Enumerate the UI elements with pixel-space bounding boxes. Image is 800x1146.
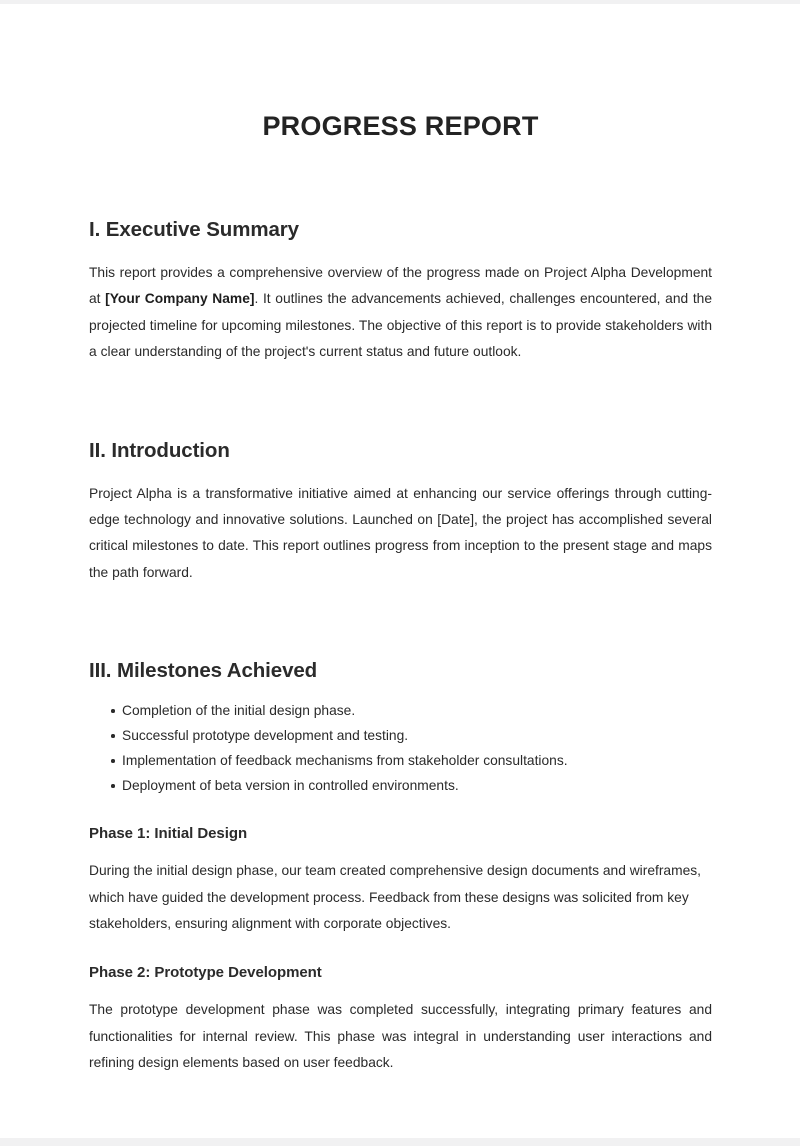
page-title: PROGRESS REPORT — [262, 111, 539, 141]
section-heading-milestones-achieved: III. Milestones Achieved — [89, 659, 318, 683]
executive-summary-text-part-1: This report provides a comprehensive overview of the progress made on Project Alpha Development at — [89, 265, 712, 307]
phase-heading-prototype-development: Phase 2: Prototype Development — [89, 964, 322, 982]
document-page — [0, 4, 800, 1138]
company-name-placeholder: [Your Company Name] — [105, 291, 255, 307]
list-item: Completion of the initial design phase. — [111, 698, 712, 723]
section-heading-executive-summary: I. Executive Summary — [89, 218, 299, 241]
milestones-bullet-list — [89, 684, 712, 798]
paragraph-phase-prototype-development: The prototype development phase was completed successfully, integrating primary features and functionalities for internal review. This phase was integral in understanding user interactions and refining design elements based on user feedback. — [89, 1002, 712, 1071]
list-item: Deployment of beta version in controlled environments. — [111, 773, 712, 798]
section-heading-introduction: II. Introduction — [89, 438, 230, 462]
executive-summary-text-part-2: . It outlines the advancements achieved, challenges encountered, and the projected timeline for upcoming milestones. The objective of this report is to provide stakeholders with a clear understanding of the project's current status and future outlook. — [89, 291, 712, 360]
document-content-column — [89, 4, 712, 1077]
list-item: Successful prototype development and testing. — [111, 723, 712, 748]
phase-heading-initial-design: Phase 1: Initial Design — [89, 825, 248, 843]
page-bottom-edge-strip — [0, 1138, 800, 1146]
list-item: Implementation of feedback mechanisms from stakeholder consultations. — [111, 748, 712, 773]
paragraph-introduction: Project Alpha is a transformative initiative aimed at enhancing our service offerings through cutting-edge technology and innovative solutions. Launched on [Date], the project has accomplished several critical milestones to date. This report outlines progress from inception to the present stage and maps the path forward. — [89, 485, 712, 580]
paragraph-phase-initial-design: During the initial design phase, our team created comprehensive design documents and wireframes, which have guided the development process. Feedback from these designs was solicited from key stakeholders, ensuring alignment with corporate objectives. — [89, 863, 701, 932]
paragraph-executive-summary — [89, 243, 712, 366]
